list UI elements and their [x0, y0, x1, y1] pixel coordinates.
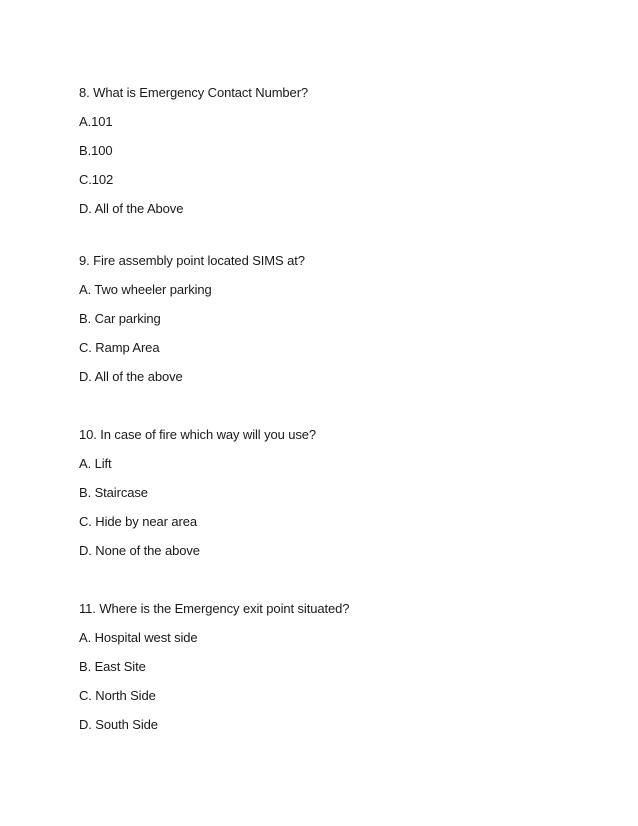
question-text: 8. What is Emergency Contact Number?	[79, 85, 309, 100]
option-d: D. All of the Above	[79, 201, 184, 216]
question-block-8	[79, 85, 579, 217]
question-text: 10. In case of fire which way will you use?	[79, 427, 317, 442]
option-b: B. Staircase	[79, 485, 148, 500]
option-c: C.102	[79, 172, 114, 187]
option-a: A. Two wheeler parking	[79, 282, 212, 297]
question-block-10	[79, 427, 579, 559]
option-a: A. Lift	[79, 456, 112, 471]
option-b: B. East Site	[79, 659, 146, 674]
question-text: 11. Where is the Emergency exit point situated?	[79, 601, 350, 616]
option-c: C. Hide by near area	[79, 514, 197, 529]
option-a: A.101	[79, 114, 113, 129]
option-b: B. Car parking	[79, 311, 161, 326]
option-d: D. All of the above	[79, 369, 183, 384]
option-c: C. North Side	[79, 688, 156, 703]
option-c: C. Ramp Area	[79, 340, 160, 355]
question-block-11	[79, 601, 579, 733]
option-d: D. None of the above	[79, 543, 200, 558]
option-b: B.100	[79, 143, 113, 158]
question-text: 9. Fire assembly point located SIMS at?	[79, 253, 305, 268]
option-a: A. Hospital west side	[79, 630, 198, 645]
option-d: D. South Side	[79, 717, 158, 732]
question-block-9	[79, 253, 579, 385]
